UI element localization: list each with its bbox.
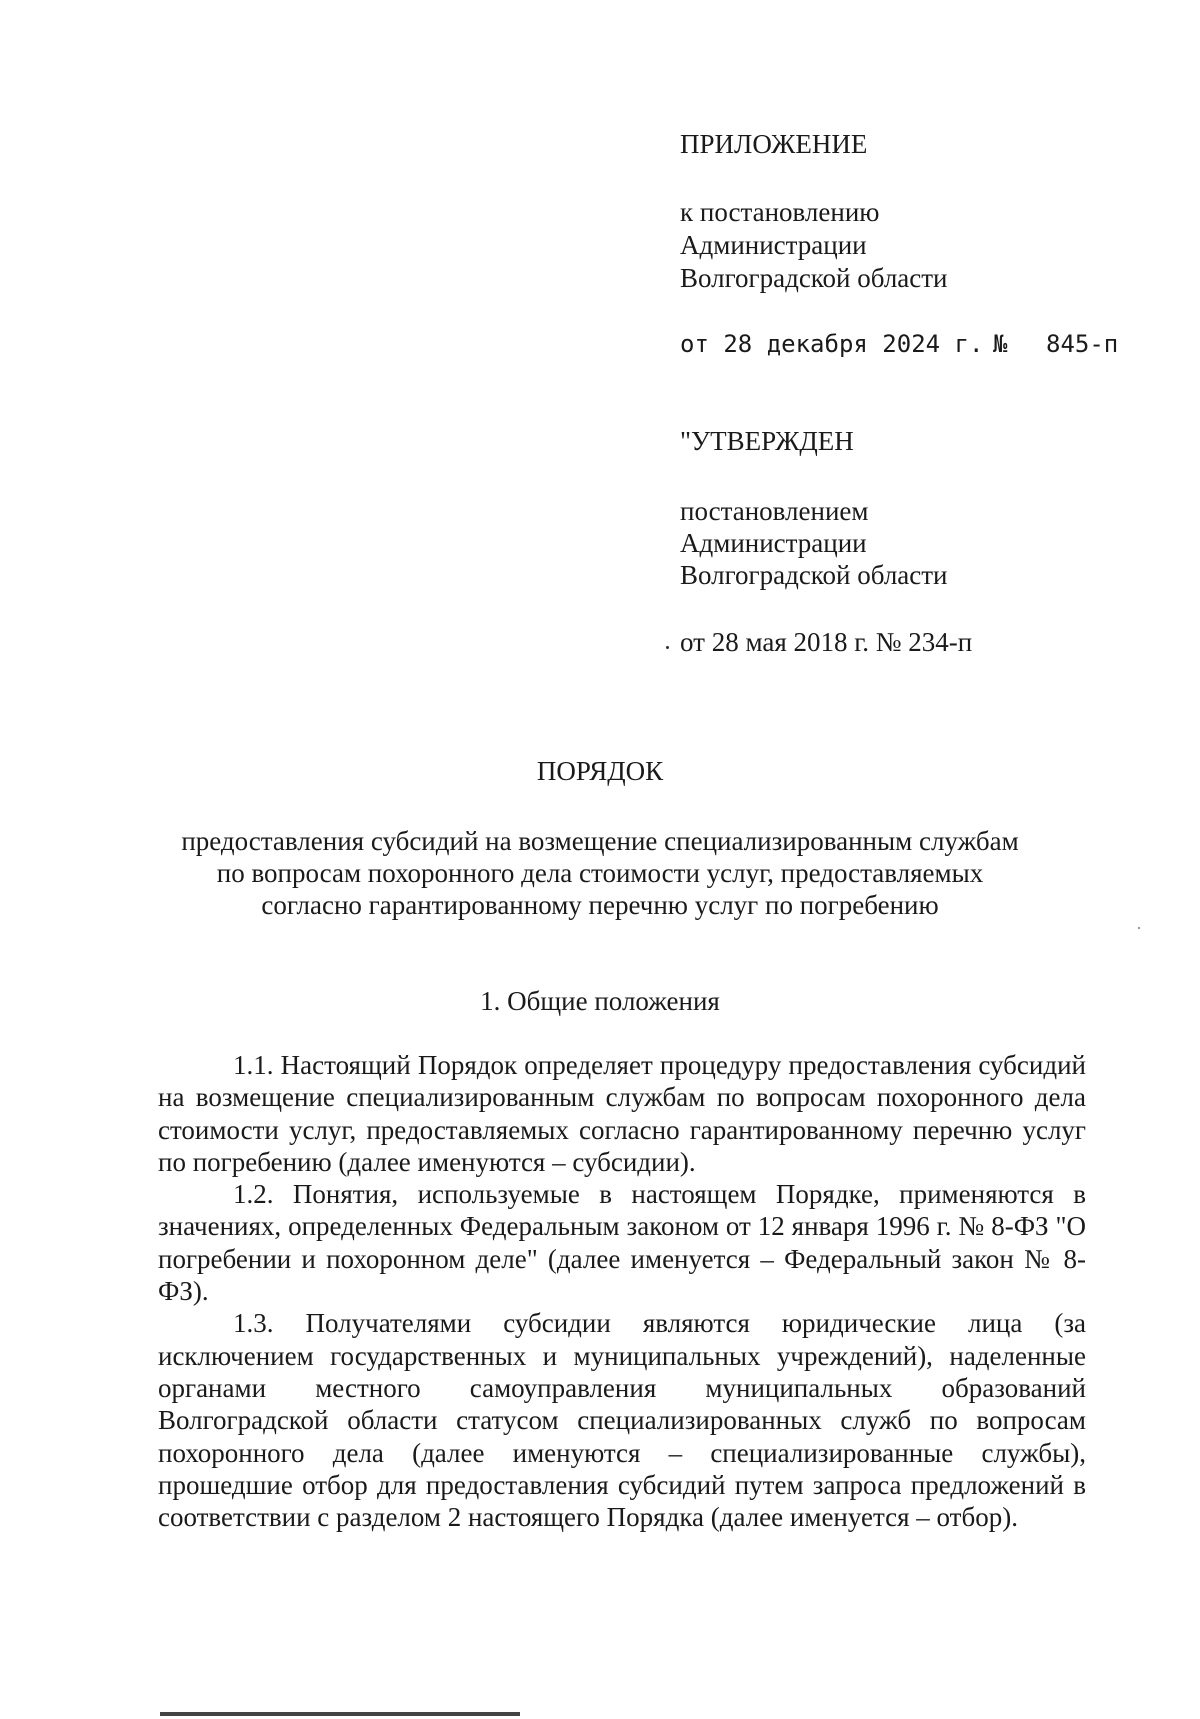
appendix-number: 845-п [1046, 330, 1119, 358]
appendix-date: от 28 декабря 2024 г. [680, 330, 984, 358]
scan-edge-line [160, 1712, 520, 1716]
document-subtitle-line-2: по вопросам похоронного дела стоимости услуг, предоставляемых [216, 858, 984, 888]
paragraph-1-1 [158, 1049, 1086, 1178]
approved-line-2: Администрации [680, 528, 867, 558]
paragraph-1-3 [158, 1307, 1086, 1533]
approved-line-1: постановлением [680, 496, 869, 526]
paragraph-1-1-text: 1.1. Настоящий Порядок определяет процедуру предоставления субсидий на возмещение специализированным службам по вопросам похоронного дела стоимости услуг, предоставляемых согласно гарантированному перечню услуг по погребению (далее именуются – субсидии). [158, 1050, 1086, 1177]
scan-speck [1138, 927, 1140, 929]
paragraph-1-3-text: 1.3. Получателями субсидии являются юридические лица (за исключением государственных и муниципальных учреждений), наделенные органами местного самоуправления муниципальных образований Волгоградской области статусом специализированных служб по вопросам похоронного дела (далее именуются – специализированные службы), прошедшие отбор для предоставления субсидий путем запроса предложений в соответствии с разделом 2 настоящего Порядка (далее именуется – отбор). [158, 1308, 1086, 1533]
document-subtitle-line-1: предоставления субсидий на возмещение специализированным службам [181, 826, 1019, 856]
section-body [158, 1049, 1086, 1533]
approved-date-number: от 28 мая 2018 г. № 234-п [680, 627, 973, 657]
appendix-to-line-3: Волгоградской области [680, 263, 948, 293]
scan-dot [666, 646, 669, 649]
paragraph-1-2 [158, 1178, 1086, 1307]
appendix-title: ПРИЛОЖЕНИЕ [680, 129, 868, 159]
document-subtitle-line-3: согласно гарантированному перечню услуг по погребению [261, 890, 939, 920]
approved-title: "УТВЕРЖДЕН [680, 426, 854, 456]
appendix-to-line-2: Администрации [680, 230, 867, 260]
approved-line-3: Волгоградской области [680, 560, 948, 590]
section-heading: 1. Общие положения [480, 986, 720, 1016]
appendix-number-sign: № [993, 330, 1008, 358]
paragraph-1-2-text: 1.2. Понятия, используемые в настоящем Порядке, применяются в значениях, определенных Федеральным законом от 12 января 1996 г. № 8-ФЗ "О погребении и похоронном деле" (далее именуется – Федеральный закон № 8-ФЗ). [158, 1179, 1086, 1307]
appendix-to-line-1: к постановлению [680, 197, 880, 227]
document-title: ПОРЯДОК [536, 756, 664, 786]
